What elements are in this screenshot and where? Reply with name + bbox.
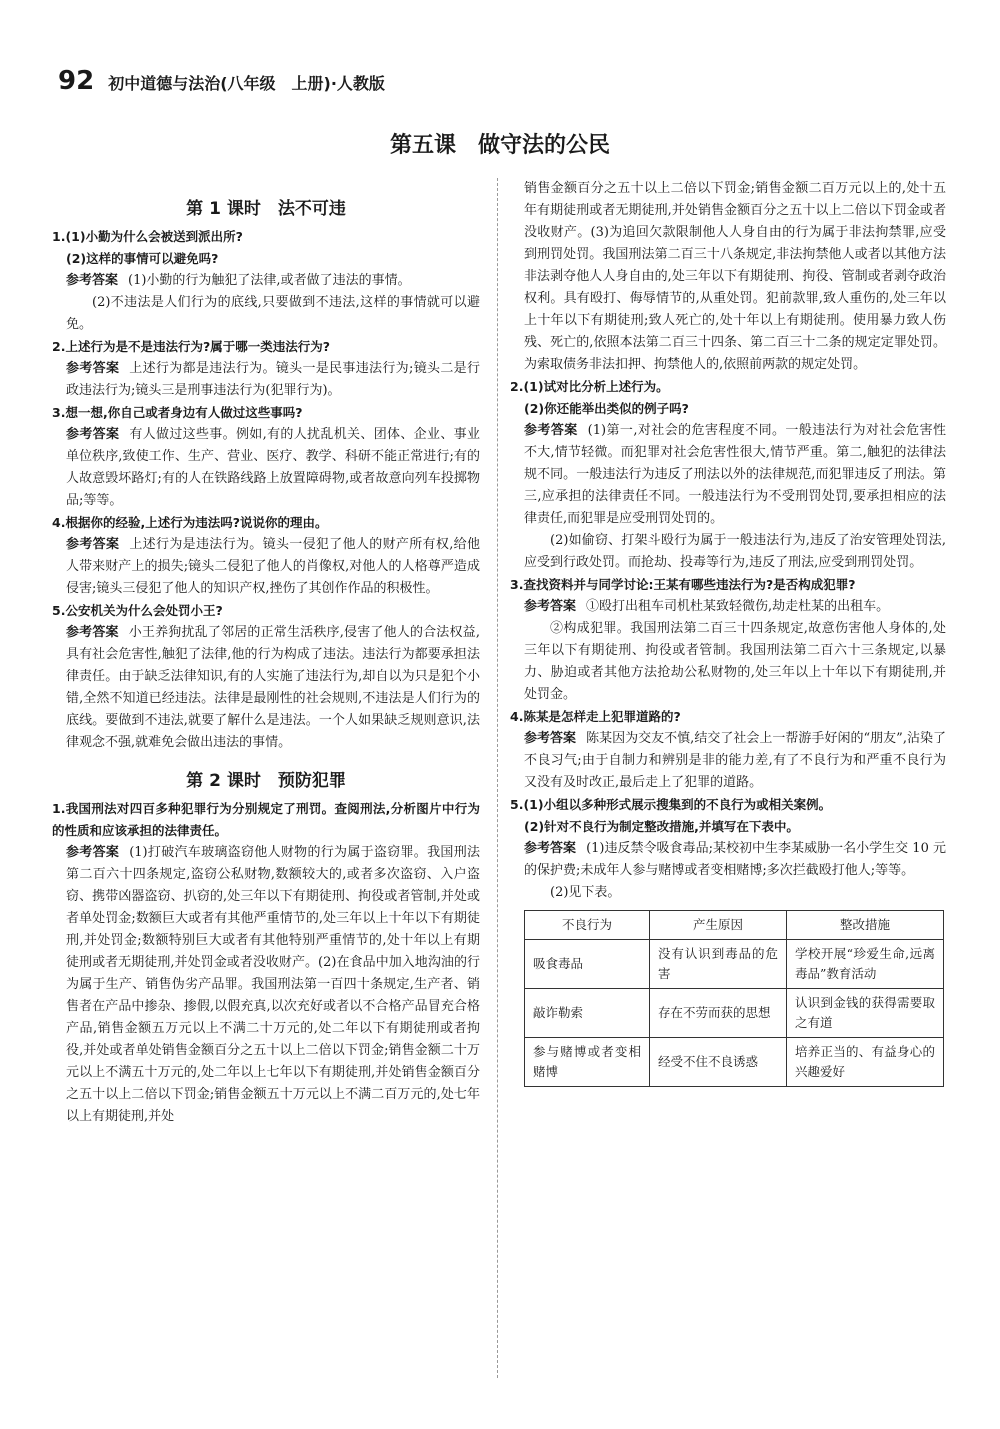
question-2-4: 4.陈某是怎样走上犯罪道路的? bbox=[510, 709, 681, 724]
answer-1-5: 参考答案 小王养狗扰乱了邻居的正常生活秩序,侵害了他人的合法权益,具有社会危害性,触犯了法律,他的行为构成了违法。违法行为都要承担法律责任。由于缺乏法律知识,有的人实施了违法行为,却自以为只是犯个小错,全然不知道已经违法。法律是最刚性的社会规则,不违法是人们行为的底线。要做到不违法,就要了解什么是违法。一个人如果缺乏规则意识,法律观念不强,就难免会做出违法的事情。 bbox=[66, 625, 480, 750]
answer-2-4: 参考答案 陈某因为交友不慎,结交了社会上一帮游手好闲的“朋友”,沾染了不良习气;由于自制力和辨别是非的能力差,有了不良行为和严重不良行为又没有及时改正,最后走上了犯罪的道路。 bbox=[524, 731, 946, 790]
answer-label: 参考答案 bbox=[524, 599, 577, 614]
question-1-4: 4.根据你的经验,上述行为违法吗?说说你的理由。 bbox=[52, 515, 328, 530]
question-1-5: 5.公安机关为什么会处罚小王? bbox=[52, 603, 223, 618]
answer-label: 参考答案 bbox=[66, 625, 119, 640]
answer-1-1: 参考答案 (1)小勤的行为触犯了法律,或者做了违法的事情。 bbox=[66, 273, 411, 288]
page-header bbox=[58, 66, 385, 96]
answer-label: 参考答案 bbox=[524, 423, 578, 438]
table-cell: 经受不住不良诱惑 bbox=[650, 1038, 787, 1087]
answer-label: 参考答案 bbox=[66, 427, 120, 442]
answer-label: 参考答案 bbox=[66, 537, 120, 552]
answer-label: 参考答案 bbox=[524, 841, 577, 856]
left-column bbox=[52, 190, 480, 1128]
answer-2-3: 参考答案 ①殴打出租车司机杜某致轻微伤,劫走杜某的出租车。 bbox=[524, 599, 890, 614]
question-2-2-part2: (2)你还能举出类似的例子吗? bbox=[524, 401, 689, 416]
table-cell: 培养正当的、有益身心的兴趣爱好 bbox=[787, 1038, 944, 1087]
table-cell: 存在不劳而获的思想 bbox=[650, 989, 787, 1038]
answer-2-2-part2: (2)如偷窃、打架斗殴行为属于一般违法行为,违反了治安管理处罚法,应受到行政处罚。而抢劫、投毒等行为,违反了刑法,应受到刑罚处罚。 bbox=[524, 533, 946, 570]
table-cell: 参与赌博或者变相赌博 bbox=[525, 1038, 650, 1087]
answer-2-1-continued: 销售金额百分之五十以上二倍以下罚金;销售金额二百万元以上的,处十五年有期徒刑或者无期徒刑,并处销售金额百分之五十以上二倍以下罚金或者没收财产。(3)为追回欠款限制他人人身自由的行为属于非法拘禁罪,应受到刑罚处罚。我国刑法第二百三十八条规定,非法拘禁他人或者以其他方法非法剥夺他人人身自由的,处三年以下有期徒刑、拘役、管制或者剥夺政治权利。具有殴打、侮辱情节的,从重处罚。犯前款罪,致人重伤的,处三年以上十年以下有期徒刑;致人死亡的,处十年以上有期徒刑。使用暴力致人伤残、死亡的,依照本法第二百三十四条、第二百三十二条的规定定罪处罚。为索取债务非法扣押、拘禁他人的,依照前两款的规定处罚。 bbox=[524, 181, 946, 372]
question-2-5-part2: (2)针对不良行为制定整改措施,并填写在下表中。 bbox=[524, 819, 799, 834]
table-row bbox=[525, 940, 944, 989]
answer-1-4: 参考答案 上述行为是违法行为。镜头一侵犯了他人的财产所有权,给他人带来财产上的损失;镜头二侵犯了他人的肖像权,对他人的人格尊严造成侵害;镜头三侵犯了他人的知识产权,挫伤了其创作作品的积极性。 bbox=[66, 537, 480, 596]
answer-label: 参考答案 bbox=[524, 731, 577, 746]
answer-2-3-part2: ②构成犯罪。我国刑法第二百三十四条规定,故意伤害他人身体的,处三年以下有期徒刑、拘役或者管制。我国刑法第二百六十三条规定,以暴力、胁迫或者其他方法抢劫公私财物的,处三年以上十年以下有期徒刑,并处罚金。 bbox=[524, 621, 946, 702]
question-1-1: 1.(1)小勤为什么会被送到派出所? bbox=[52, 229, 243, 244]
table-row bbox=[525, 989, 944, 1038]
column-divider bbox=[497, 178, 498, 1378]
question-1-3: 3.想一想,你自己或者身边有人做过这些事吗? bbox=[52, 405, 303, 420]
lesson-title: 第五课 做守法的公民 bbox=[389, 133, 610, 158]
answer-label: 参考答案 bbox=[66, 273, 119, 288]
answer-1-1-part2: (2)不违法是人们行为的底线,只要做到不违法,这样的事情就可以避免。 bbox=[66, 295, 480, 332]
table-header-row bbox=[525, 911, 944, 940]
page-number: 92 bbox=[58, 66, 95, 96]
table-cell: 认识到金钱的获得需要取之有道 bbox=[787, 989, 944, 1038]
table-row bbox=[525, 1038, 944, 1087]
section-2-title: 第 2 课时 预防犯罪 bbox=[186, 771, 346, 791]
answer-2-2: 参考答案 (1)第一,对社会的危害程度不同。一般违法行为对社会危害性不大,情节轻微。而犯罪对社会危害性很大,情节严重。第二,触犯的法律法规不同。一般违法行为违反了刑法以外的法律规范,而犯罪违反了刑法。第三,应承担的法律责任不同。一般违法行为不受刑罚处罚,要承担相应的法律责任,而犯罪是应受刑罚处罚的。 bbox=[524, 423, 946, 526]
answer-1-2: 参考答案 上述行为都是违法行为。镜头一是民事违法行为;镜头二是行政违法行为;镜头三是刑事违法行为(犯罪行为)。 bbox=[66, 361, 480, 398]
section-1-title: 第 1 课时 法不可违 bbox=[186, 199, 346, 219]
right-column bbox=[510, 178, 946, 1087]
table-cell: 敲诈勒索 bbox=[525, 989, 650, 1038]
question-2-2: 2.(1)试对比分析上述行为。 bbox=[510, 379, 669, 394]
answer-label: 参考答案 bbox=[66, 845, 120, 860]
question-2-3: 3.查找资料并与同学讨论:王某有哪些违法行为?是否构成犯罪? bbox=[510, 577, 856, 592]
question-2-5: 5.(1)小组以多种形式展示搜集到的不良行为或相关案例。 bbox=[510, 797, 832, 812]
question-1-1-part2: (2)这样的事情可以避免吗? bbox=[66, 251, 219, 266]
rectification-table bbox=[524, 910, 944, 1087]
table-header: 整改措施 bbox=[787, 911, 944, 940]
answer-2-5: 参考答案 (1)违反禁令吸食毒品;某校初中生李某威胁一名小学生交 10 元的保护费;未成年人参与赌博或者变相赌博;多次拦截殴打他人;等等。 bbox=[524, 841, 946, 878]
answer-2-1: 参考答案 (1)打破汽车玻璃盗窃他人财物的行为属于盗窃罪。我国刑法第二百六十四条规定,盗窃公私财物,数额较大的,或者多次盗窃、入户盗窃、携带凶器盗窃、扒窃的,处三年以下有期徒刑、拘役或者管制,并处或者单处罚金;数额巨大或者有其他严重情节的,处三年以上十年以下有期徒刑,并处罚金;数额特别巨大或者有其他特别严重情节的,处十年以上有期徒刑或者无期徒刑,并处罚金或者没收财产。(2)在食品中加入地沟油的行为属于生产、销售伪劣产品罪。我国刑法第一百四十条规定,生产者、销售者在产品中掺杂、掺假,以假充真,以次充好或者以不合格产品冒充合格产品,销售金额五万元以上不满二十万元的,处二年以下有期徒刑或者拘役,并处或者单处销售金额百分之五十以上二倍以下罚金;销售金额二十万元以上不满五十万元的,处二年以上七年以下有期徒刑,并处销售金额百分之五十以上二倍以下罚金;销售金额五十万元以上不满二百万元的,处七年以上有期徒刑,并处 bbox=[66, 845, 480, 1124]
table-header: 产生原因 bbox=[650, 911, 787, 940]
table-cell: 学校开展“珍爱生命,远离毒品”教育活动 bbox=[787, 940, 944, 989]
table-cell: 没有认识到毒品的危害 bbox=[650, 940, 787, 989]
table-cell: 吸食毒品 bbox=[525, 940, 650, 989]
table-header: 不良行为 bbox=[525, 911, 650, 940]
answer-1-3: 参考答案 有人做过这些事。例如,有的人扰乱机关、团体、企业、事业单位秩序,致使工作、生产、营业、医疗、教学、科研不能正常进行;有的人故意毁坏路灯;有的人在铁路线路上放置障碍物,或者故意向列车投掷物品;等等。 bbox=[66, 427, 480, 508]
question-2-1: 1.我国刑法对四百多种犯罪行为分别规定了刑罚。查阅刑法,分析图片中行为的性质和应该承担的法律责任。 bbox=[52, 801, 480, 838]
book-title: 初中道德与法治(八年级 上册)·人教版 bbox=[108, 74, 385, 93]
answer-2-5-part2: (2)见下表。 bbox=[550, 885, 621, 900]
question-1-2: 2.上述行为是不是违法行为?属于哪一类违法行为? bbox=[52, 339, 330, 354]
answer-label: 参考答案 bbox=[66, 361, 120, 376]
